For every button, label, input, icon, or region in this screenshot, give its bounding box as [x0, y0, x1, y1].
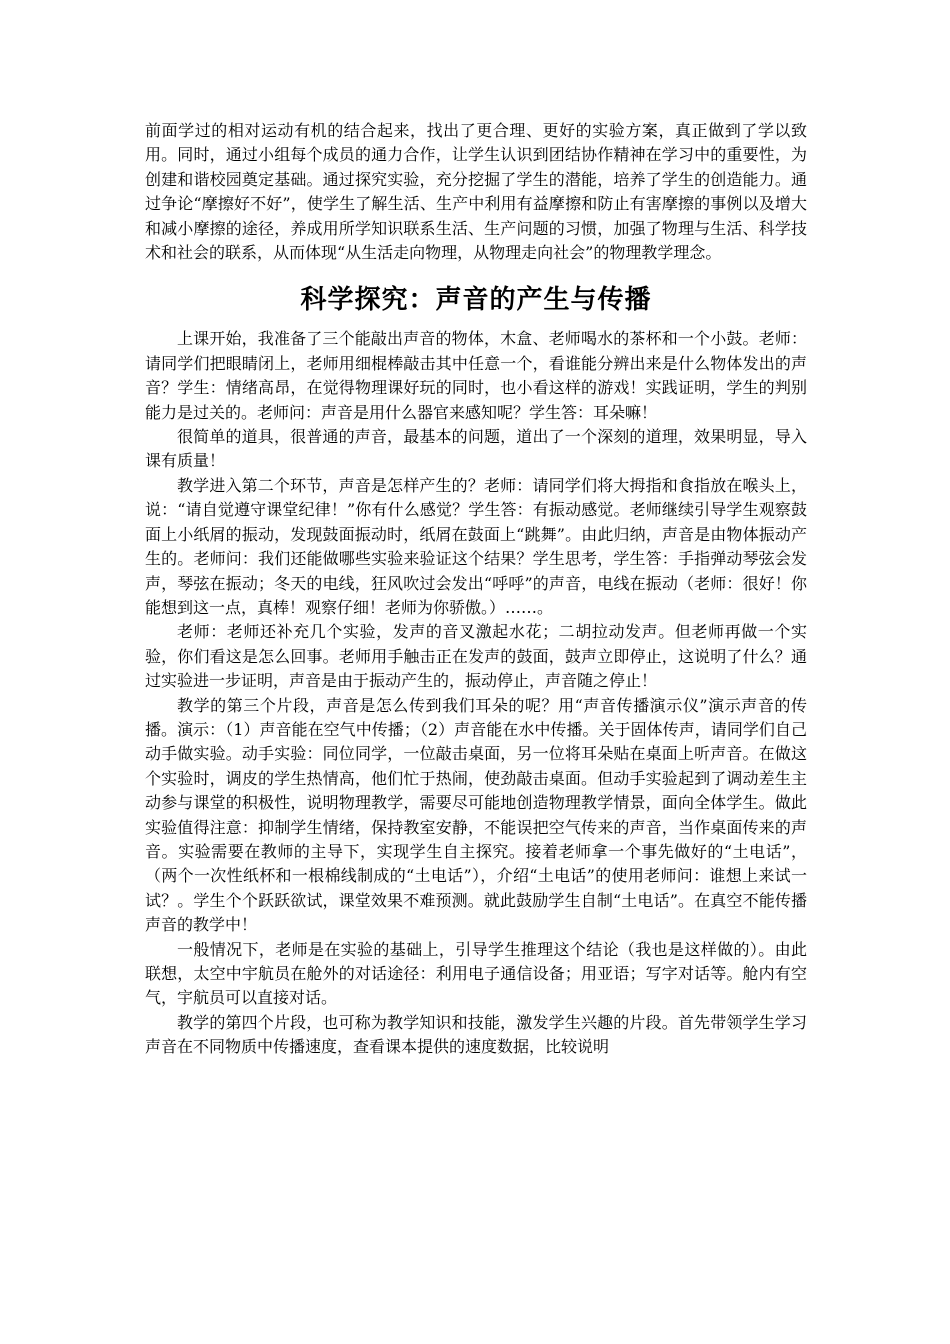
body-paragraph: 教学进入第二个环节，声音是怎样产生的？老师：请同学们将大拇指和食指放在喉头上，说：“请自觉遵守课堂纪律！”你有什么感觉？学生答：有振动感觉。老师继续引导学生观察鼓面上小纸屑的振动，发现鼓面振动时，纸屑在鼓面上“跳舞”。由此归纳，声音是由物体振动产生的。老师问：我们还能做哪些实验来验证这个结果？学生思考，学生答：手指弹动琴弦会发声，琴弦在振动；冬天的电线，狂风吹过会发出“呼呼”的声音，电线在振动（老师：很好！你能想到这一点，真棒！观察仔细！老师为你骄傲。）……。	[145, 475, 807, 617]
body-paragraph: 很简单的道具，很普通的声音，最基本的问题，道出了一个深刻的道理，效果明显，导入课有质量！	[145, 427, 807, 471]
intro-paragraph: 前面学过的相对运动有机的结合起来，找出了更合理、更好的实验方案，真正做到了学以致用。同时，通过小组每个成员的通力合作，让学生认识到团结协作精神在学习中的重要性，为创建和谐校园奠定基础。通过探究实验，充分挖掘了学生的潜能，培养了学生的创造能力。通过争论“摩擦好不好”，使学生了解生活、生产中利用有益摩擦和防止有害摩擦的事例以及增大和减小摩擦的途径，养成用所学知识联系生活、生产问题的习惯，加强了物理与生活、科学技术和社会的联系，从而体现“从生活走向物理，从物理走向社会”的物理教学理念。	[145, 121, 807, 263]
body-paragraph: 教学的第三个片段，声音是怎么传到我们耳朵的呢？用“声音传播演示仪”演示声音的传播。演示：（1）声音能在空气中传播；（2）声音能在水中传播。关于固体传声，请同学们自己动手做实验。动手实验：同位同学，一位敲击桌面，另一位将耳朵贴在桌面上听声音。在做这个实验时，调皮的学生热情高，他们忙于热闹，使劲敲击桌面。但动手实验起到了调动差生主动参与课堂的积极性，说明物理教学，需要尽可能地创造物理教学情景，面向全体学生。做此实验值得注意：抑制学生情绪，保持教室安静，不能误把空气传来的声音，当作桌面传来的声音。实验需要在教师的主导下，实现学生自主探究。接着老师拿一个事先做好的“土电话”，（两个一次性纸杯和一根棉线制成的“土电话”），介绍“土电话”的使用老师问：谁想上来试一试？。学生个个跃跃欲试，课堂效果不难预测。就此鼓励学生自制“土电话”。在真空不能传播声音的教学中！	[145, 695, 807, 935]
body-paragraph: 一般情况下，老师是在实验的基础上，引导学生推理这个结论（我也是这样做的）。由此联想，太空中宇航员在舱外的对话途径：利用电子通信设备；用亚语；写字对话等。舱内有空气，宇航员可以直接对话。	[145, 939, 807, 1008]
body-paragraph: 上课开始，我准备了三个能敲出声音的物体，木盒、老师喝水的茶杯和一个小鼓。老师：请同学们把眼睛闭上，老师用细棍棒敲击其中任意一个，看谁能分辨出来是什么物体发出的声音？学生：情绪高昂，在觉得物理课好玩的同时，也小看这样的游戏！实践证明，学生的判别能力是过关的。老师问：声音是用什么器官来感知呢？学生答：耳朵嘛！	[145, 329, 807, 422]
document-body	[145, 119, 807, 1060]
body-paragraph: 教学的第四个片段，也可称为教学知识和技能，激发学生兴趣的片段。首先带领学生学习声音在不同物质中传播速度，查看课本提供的速度数据，比较说明	[145, 1012, 807, 1057]
section-title: 科学探究：声音的产生与传播	[300, 285, 652, 316]
body-paragraph: 老师：老师还补充几个实验，发声的音叉激起水花；二胡拉动发声。但老师再做一个实验，你们看这是怎么回事。老师用手触击正在发声的鼓面，鼓声立即停止，这说明了什么？通过实验进一步证明，声音是由于振动产生的，振动停止，声音随之停止！	[145, 622, 807, 691]
